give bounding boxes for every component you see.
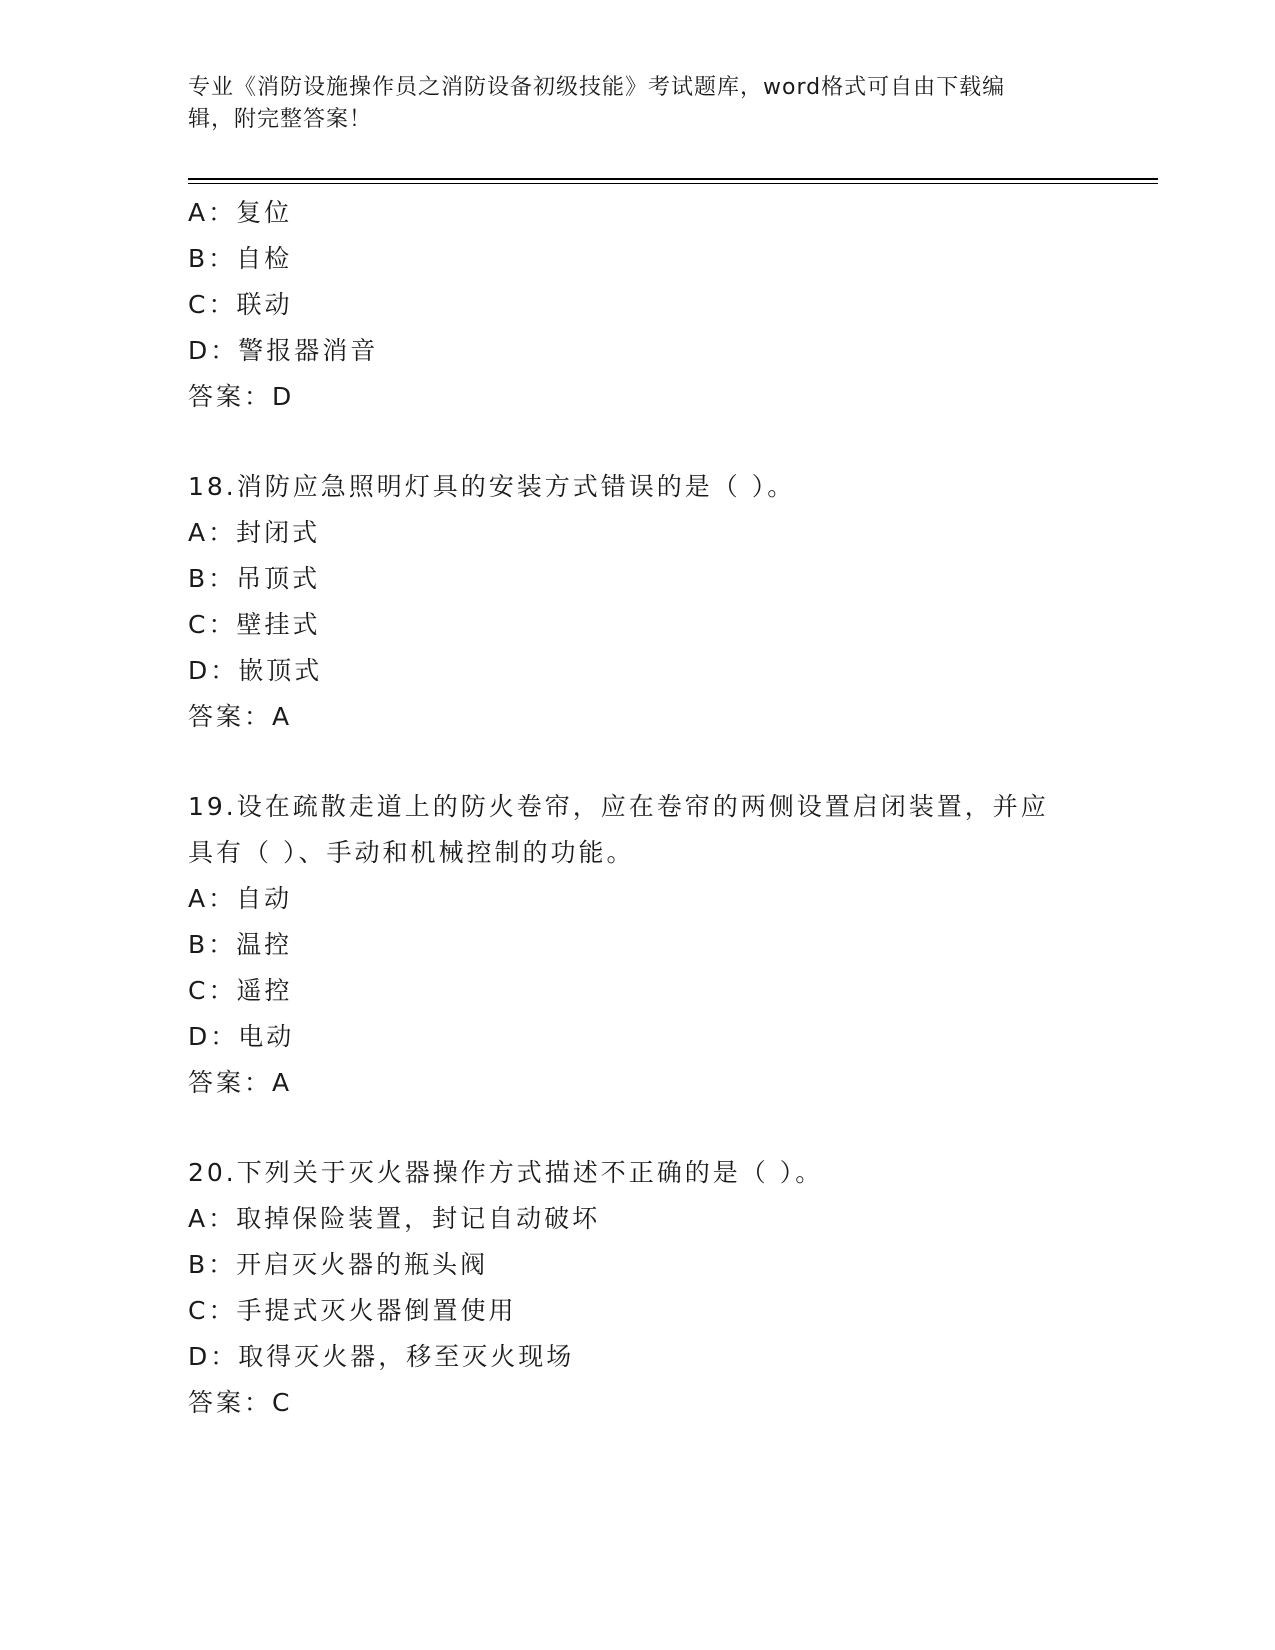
option-a: A：封闭式 [188, 518, 321, 547]
answer-line: 答案：A [188, 702, 293, 731]
question-text-line-1: 19.设在疏散走道上的防火卷帘，应在卷帘的两侧设置启闭装置，并应 [188, 792, 1049, 821]
question-text: 20.下列关于灭火器操作方式描述不正确的是（ ）。 [188, 1158, 824, 1187]
question-list [188, 190, 1088, 1426]
option-c: C：遥控 [188, 976, 293, 1005]
option-c: C：手提式灭火器倒置使用 [188, 1296, 517, 1325]
option-a: A：取掉保险装置，封记自动破坏 [188, 1204, 601, 1233]
option-b: B：吊顶式 [188, 564, 321, 593]
answer-line: 答案：C [188, 1388, 293, 1417]
question-number: 20. [188, 1158, 237, 1187]
option-b: B：自检 [188, 244, 293, 273]
question-17-continued [188, 190, 1088, 420]
option-d: D：电动 [188, 1022, 295, 1051]
option-d: D：嵌顶式 [188, 656, 323, 685]
option-a: A：自动 [188, 884, 293, 913]
document-header [188, 72, 1088, 136]
question-text: 18.消防应急照明灯具的安装方式错误的是（ ）。 [188, 472, 796, 501]
question-text-line-2: 具有（ ）、手动和机械控制的功能。 [188, 838, 635, 867]
option-b: B：开启灭火器的瓶头阀 [188, 1250, 489, 1279]
question-number: 19. [188, 792, 237, 821]
question-20 [188, 1150, 1088, 1426]
option-c: C：壁挂式 [188, 610, 321, 639]
option-b: B：温控 [188, 930, 293, 959]
header-divider-thin [188, 183, 1158, 184]
option-d: D：取得灭火器，移至灭火现场 [188, 1342, 575, 1371]
question-number: 18. [188, 472, 237, 501]
answer-line: 答案：D [188, 382, 295, 411]
option-d: D：警报器消音 [188, 336, 379, 365]
option-c: C：联动 [188, 290, 293, 319]
header-line-2: 辑，附完整答案！ [188, 107, 373, 132]
option-a: A：复位 [188, 198, 293, 227]
header-line-1: 专业《消防设施操作员之消防设备初级技能》考试题库，word格式可自由下载编 [188, 75, 1006, 100]
question-18 [188, 464, 1088, 740]
answer-line: 答案：A [188, 1068, 293, 1097]
header-divider-thick [188, 178, 1158, 180]
question-19 [188, 784, 1088, 1106]
